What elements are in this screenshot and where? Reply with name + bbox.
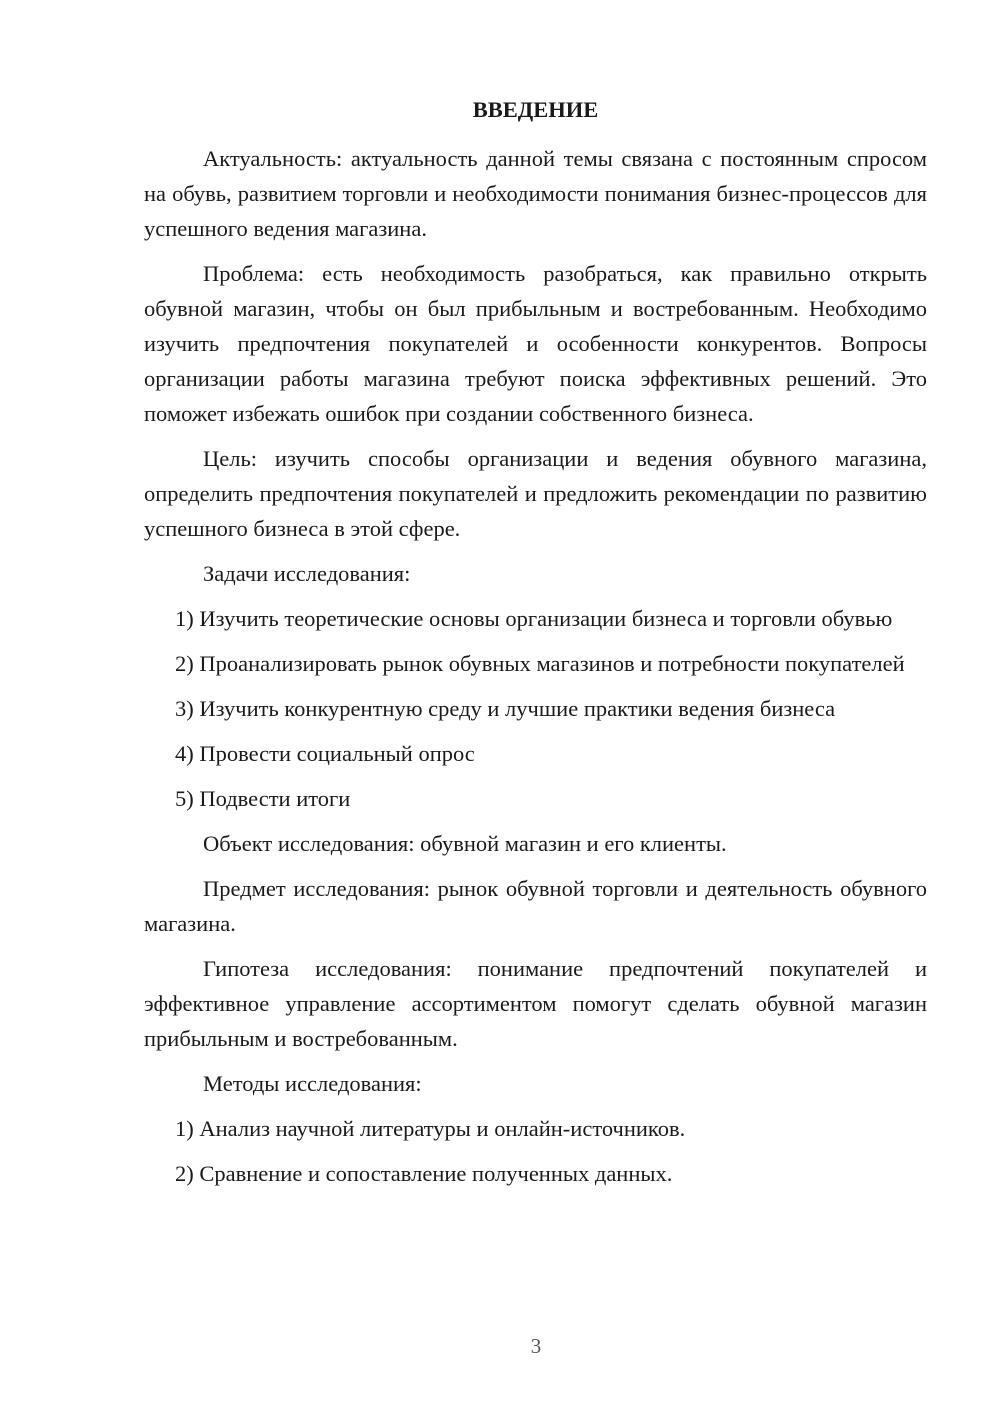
task-item: 2) Проанализировать рынок обувных магазинов и потребности покупателей (175, 651, 905, 676)
paragraph-object: Объект исследования: обувной магазин и его клиенты. (203, 831, 727, 856)
document-title: ВВЕДЕНИЕ (472, 97, 599, 122)
task-item: 1) Изучить теоретические основы организации бизнеса и торговли обувью (175, 606, 893, 631)
paragraph-problem: Проблема: есть необходимость разобраться, как правильно открыть обувной магазин, чтобы он был прибыльным и востребованным. Необходимо изучить предпочтения покупателей и особенности конкурентов. Вопросы организации работы магазина требуют поиска эффективных решений. Это поможет избежать ошибок при создании собственного бизнеса. (144, 261, 927, 426)
paragraph-subject: Предмет исследования: рынок обувной торговли и деятельность обувного магазина. (144, 876, 927, 936)
paragraph-hypothesis: Гипотеза исследования: понимание предпочтений покупателей и эффективное управление ассортиментом помогут сделать обувной магазин прибыльным и востребованным. (144, 956, 927, 1051)
paragraph-goal: Цель: изучить способы организации и ведения обувного магазина, определить предпочтения покупателей и предложить рекомендации по развитию успешного бизнеса в этой сфере. (144, 446, 927, 541)
task-item: 5) Подвести итоги (175, 786, 351, 811)
task-item: 4) Провести социальный опрос (175, 741, 475, 766)
method-item: 2) Сравнение и сопоставление полученных данных. (175, 1161, 673, 1186)
tasks-heading: Задачи исследования: (203, 561, 411, 586)
methods-heading: Методы исследования: (203, 1071, 422, 1096)
page-content (144, 92, 927, 1201)
method-item: 1) Анализ научной литературы и онлайн-источников. (175, 1116, 686, 1141)
paragraph-relevance: Актуальность: актуальность данной темы связана с постоянным спросом на обувь, развитием торговли и необходимости понимания бизнес-процессов для успешного ведения магазина. (144, 146, 927, 241)
task-item: 3) Изучить конкурентную среду и лучшие практики ведения бизнеса (175, 696, 836, 721)
page-number: 3 (530, 1334, 542, 1358)
